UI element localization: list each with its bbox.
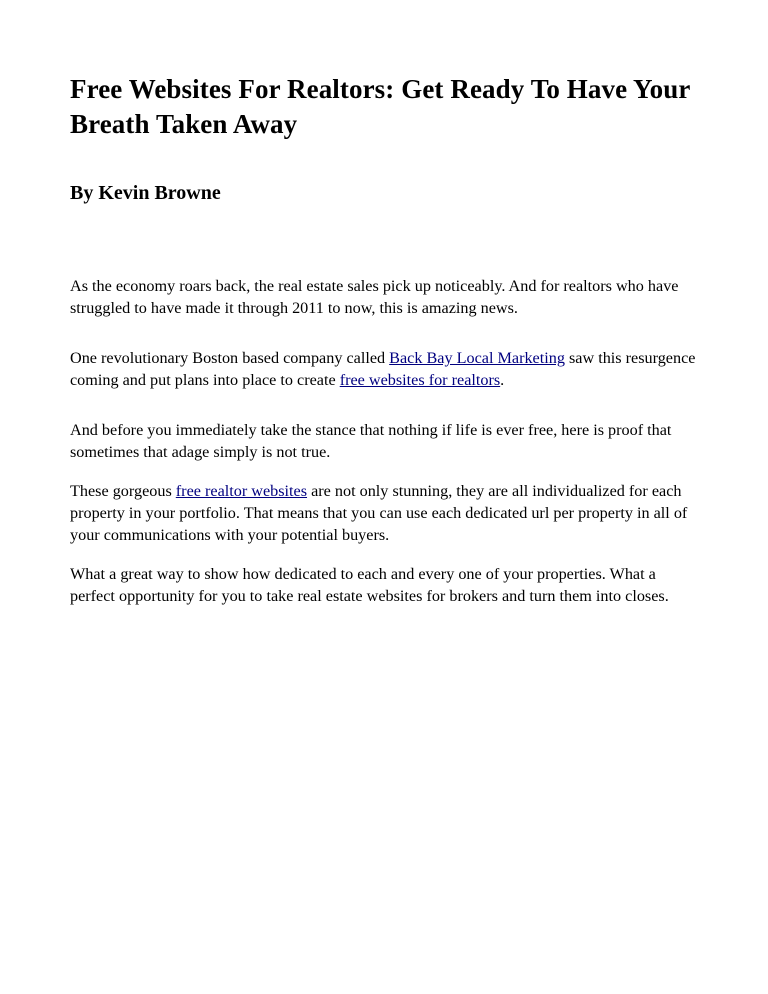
paragraph-proof: And before you immediately take the stance that nothing if life is ever free, here is proof that sometimes that adage simply is not true. [70,421,672,461]
document-page [70,72,702,607]
paragraph-intro: As the economy roars back, the real estate sales pick up noticeably. And for realtors who have struggled to have made it through 2011 to now, this is amazing news. [70,277,679,317]
paragraph-closing: What a great way to show how dedicated to each and every one of your properties. What a perfect opportunity for you to take real estate websites for brokers and turn them into closes. [70,565,669,605]
back-bay-local-marketing-link[interactable]: Back Bay Local Marketing [389,349,565,367]
paragraph-gorgeous-text-end: are not only stunning, they are all individualized for each property in your portfolio. That means that you can use each dedicated url per property in all of your communications with your potential buyers. [70,482,688,544]
paragraph-gorgeous-text-start: These gorgeous [70,482,176,500]
free-realtor-websites-link[interactable]: free realtor websites [175,482,308,500]
paragraph-company-text-start: One revolutionary Boston based company called [70,349,390,367]
paragraph-company-text-middle: saw this resurgence coming and put plans into place to create [70,349,696,389]
paragraph-company-text-end: . [500,371,505,389]
article-title: Free Websites For Realtors: Get Ready To Have Your Breath Taken Away [70,74,690,139]
article-byline: By Kevin Browne [70,182,221,204]
paragraph-company [70,347,702,391]
free-websites-for-realtors-link[interactable]: free websites for realtors [339,371,501,389]
paragraph-gorgeous [70,480,702,546]
